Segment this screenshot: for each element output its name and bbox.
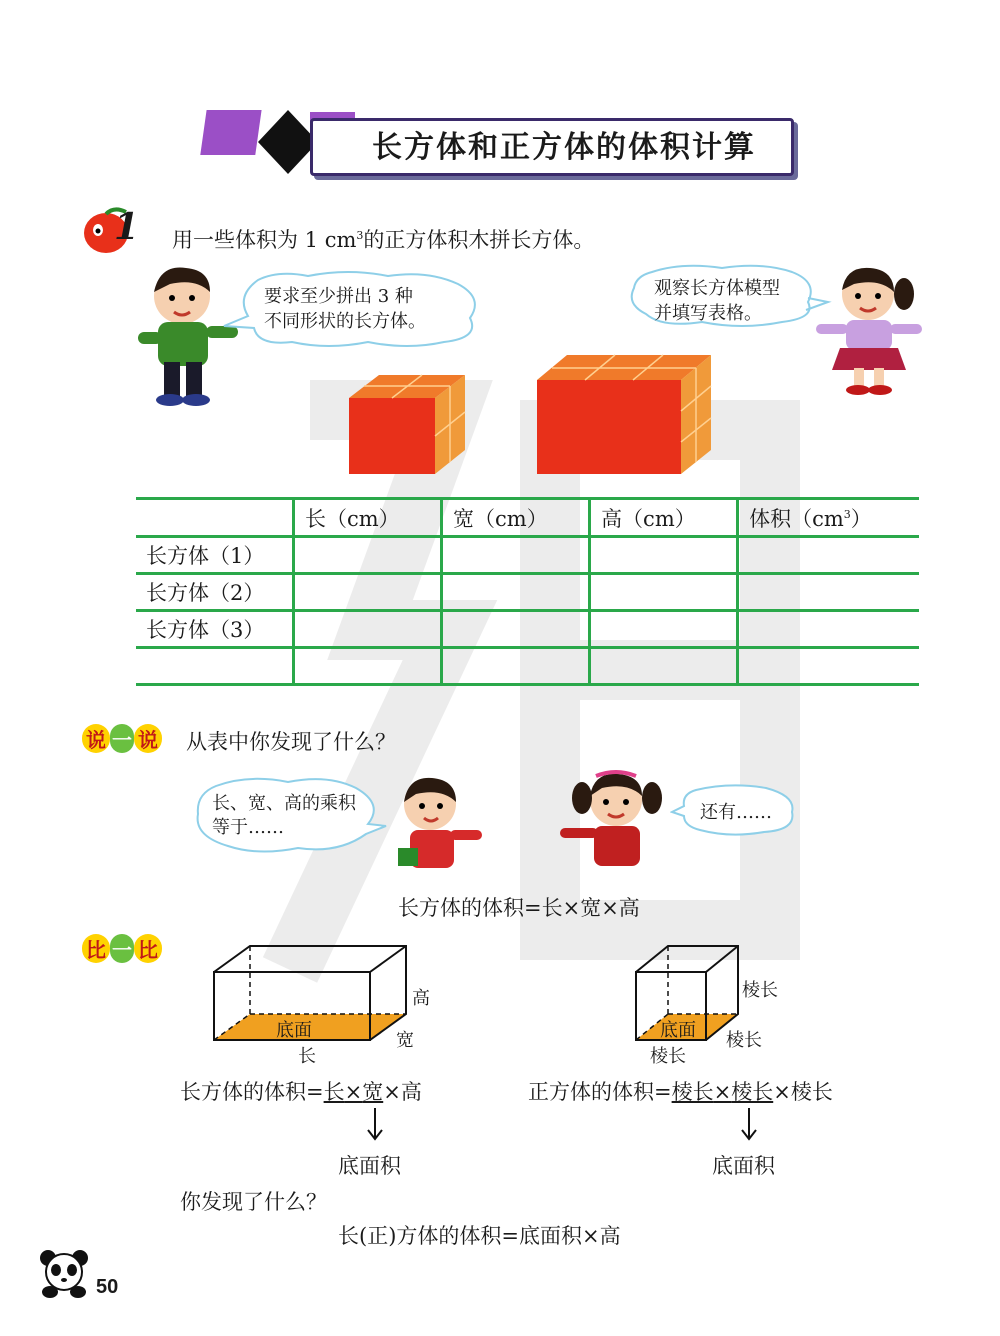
cube-edge-label: 棱长	[726, 1030, 762, 1051]
data-table	[136, 497, 919, 686]
table-header-cell: 长（cm）	[294, 499, 442, 537]
table-cell[interactable]	[294, 537, 442, 574]
right-speech-text: 还有……	[700, 802, 772, 823]
boy-speech-text: 要求至少拼出 3 种 不同形状的长方体。	[264, 286, 426, 332]
table-cell[interactable]	[294, 574, 442, 611]
table-row	[136, 537, 919, 574]
say-tag: 说 一 说	[82, 724, 162, 753]
cuboid-width-label: 宽	[396, 1030, 414, 1051]
table-cell[interactable]	[590, 574, 738, 611]
cube-edge-label: 棱长	[650, 1046, 686, 1067]
base-area-right: 底面积	[712, 1154, 775, 1178]
boy-reading-illustration	[394, 774, 486, 874]
cuboid-length-label: 长	[298, 1046, 316, 1067]
table-cell[interactable]	[442, 537, 590, 574]
table-cell[interactable]	[590, 648, 738, 685]
panda-icon	[36, 1248, 92, 1300]
table-cell[interactable]	[738, 537, 919, 574]
table-cell[interactable]	[294, 648, 442, 685]
cuboid-height-label: 高	[412, 988, 430, 1009]
table-header-cell: 宽（cm）	[442, 499, 590, 537]
table-row-label	[136, 648, 294, 685]
cube-base-label: 底面	[660, 1020, 696, 1041]
block-models-illustration	[345, 350, 725, 480]
table-cell[interactable]	[442, 611, 590, 648]
table-row-label: 长方体（2）	[136, 574, 294, 611]
down-arrow-icon	[738, 1106, 760, 1142]
cuboid-base-label: 底面	[276, 1020, 312, 1041]
cube-volume-formula: 正方体的体积=棱长×棱长×棱长	[528, 1080, 833, 1104]
table-cell[interactable]	[294, 611, 442, 648]
table-cell[interactable]	[738, 611, 919, 648]
discovery-question: 你发现了什么？	[180, 1190, 327, 1214]
cube-edge-label: 棱长	[742, 980, 778, 1001]
table-header-cell: 高（cm）	[590, 499, 738, 537]
table-header-cell	[136, 499, 294, 537]
table-cell[interactable]	[738, 648, 919, 685]
volume-formula: 长方体的体积=长×宽×高	[398, 896, 640, 920]
girl-illustration	[810, 264, 930, 399]
girl-speech-text: 观察长方体模型 并填写表格。	[654, 278, 780, 324]
compare-tag: 比 一 比	[82, 934, 162, 963]
table-cell[interactable]	[590, 537, 738, 574]
table-row-label: 长方体（3）	[136, 611, 294, 648]
table-row-label: 长方体（1）	[136, 537, 294, 574]
task-text: 用一些体积为 1 $cm^3$的正方体积木拼长方体。	[172, 228, 595, 252]
table-row	[136, 611, 919, 648]
say-question: 从表中你发现了什么？	[186, 730, 396, 754]
down-arrow-icon	[364, 1106, 386, 1142]
table-row	[136, 574, 919, 611]
cuboid-volume-formula: 长方体的体积=长×宽×高	[180, 1080, 422, 1104]
table-cell[interactable]	[738, 574, 919, 611]
table-header-cell: 体积$(cm^3)$	[738, 499, 919, 537]
conclusion-formula: 长(正)方体的体积=底面积×高	[338, 1224, 621, 1248]
example-number: 1	[114, 206, 140, 248]
page-title: 长方体和正方体的体积计算	[372, 130, 756, 165]
table-cell[interactable]	[590, 611, 738, 648]
girl-pointing-illustration	[556, 768, 666, 872]
table-row	[136, 648, 919, 685]
page-number: 50	[96, 1276, 119, 1298]
table-header-row	[136, 499, 919, 537]
left-speech-text: 长、宽、高的乘积 等于……	[212, 793, 356, 838]
base-area-left: 底面积	[338, 1154, 401, 1178]
table-cell[interactable]	[442, 648, 590, 685]
table-cell[interactable]	[442, 574, 590, 611]
